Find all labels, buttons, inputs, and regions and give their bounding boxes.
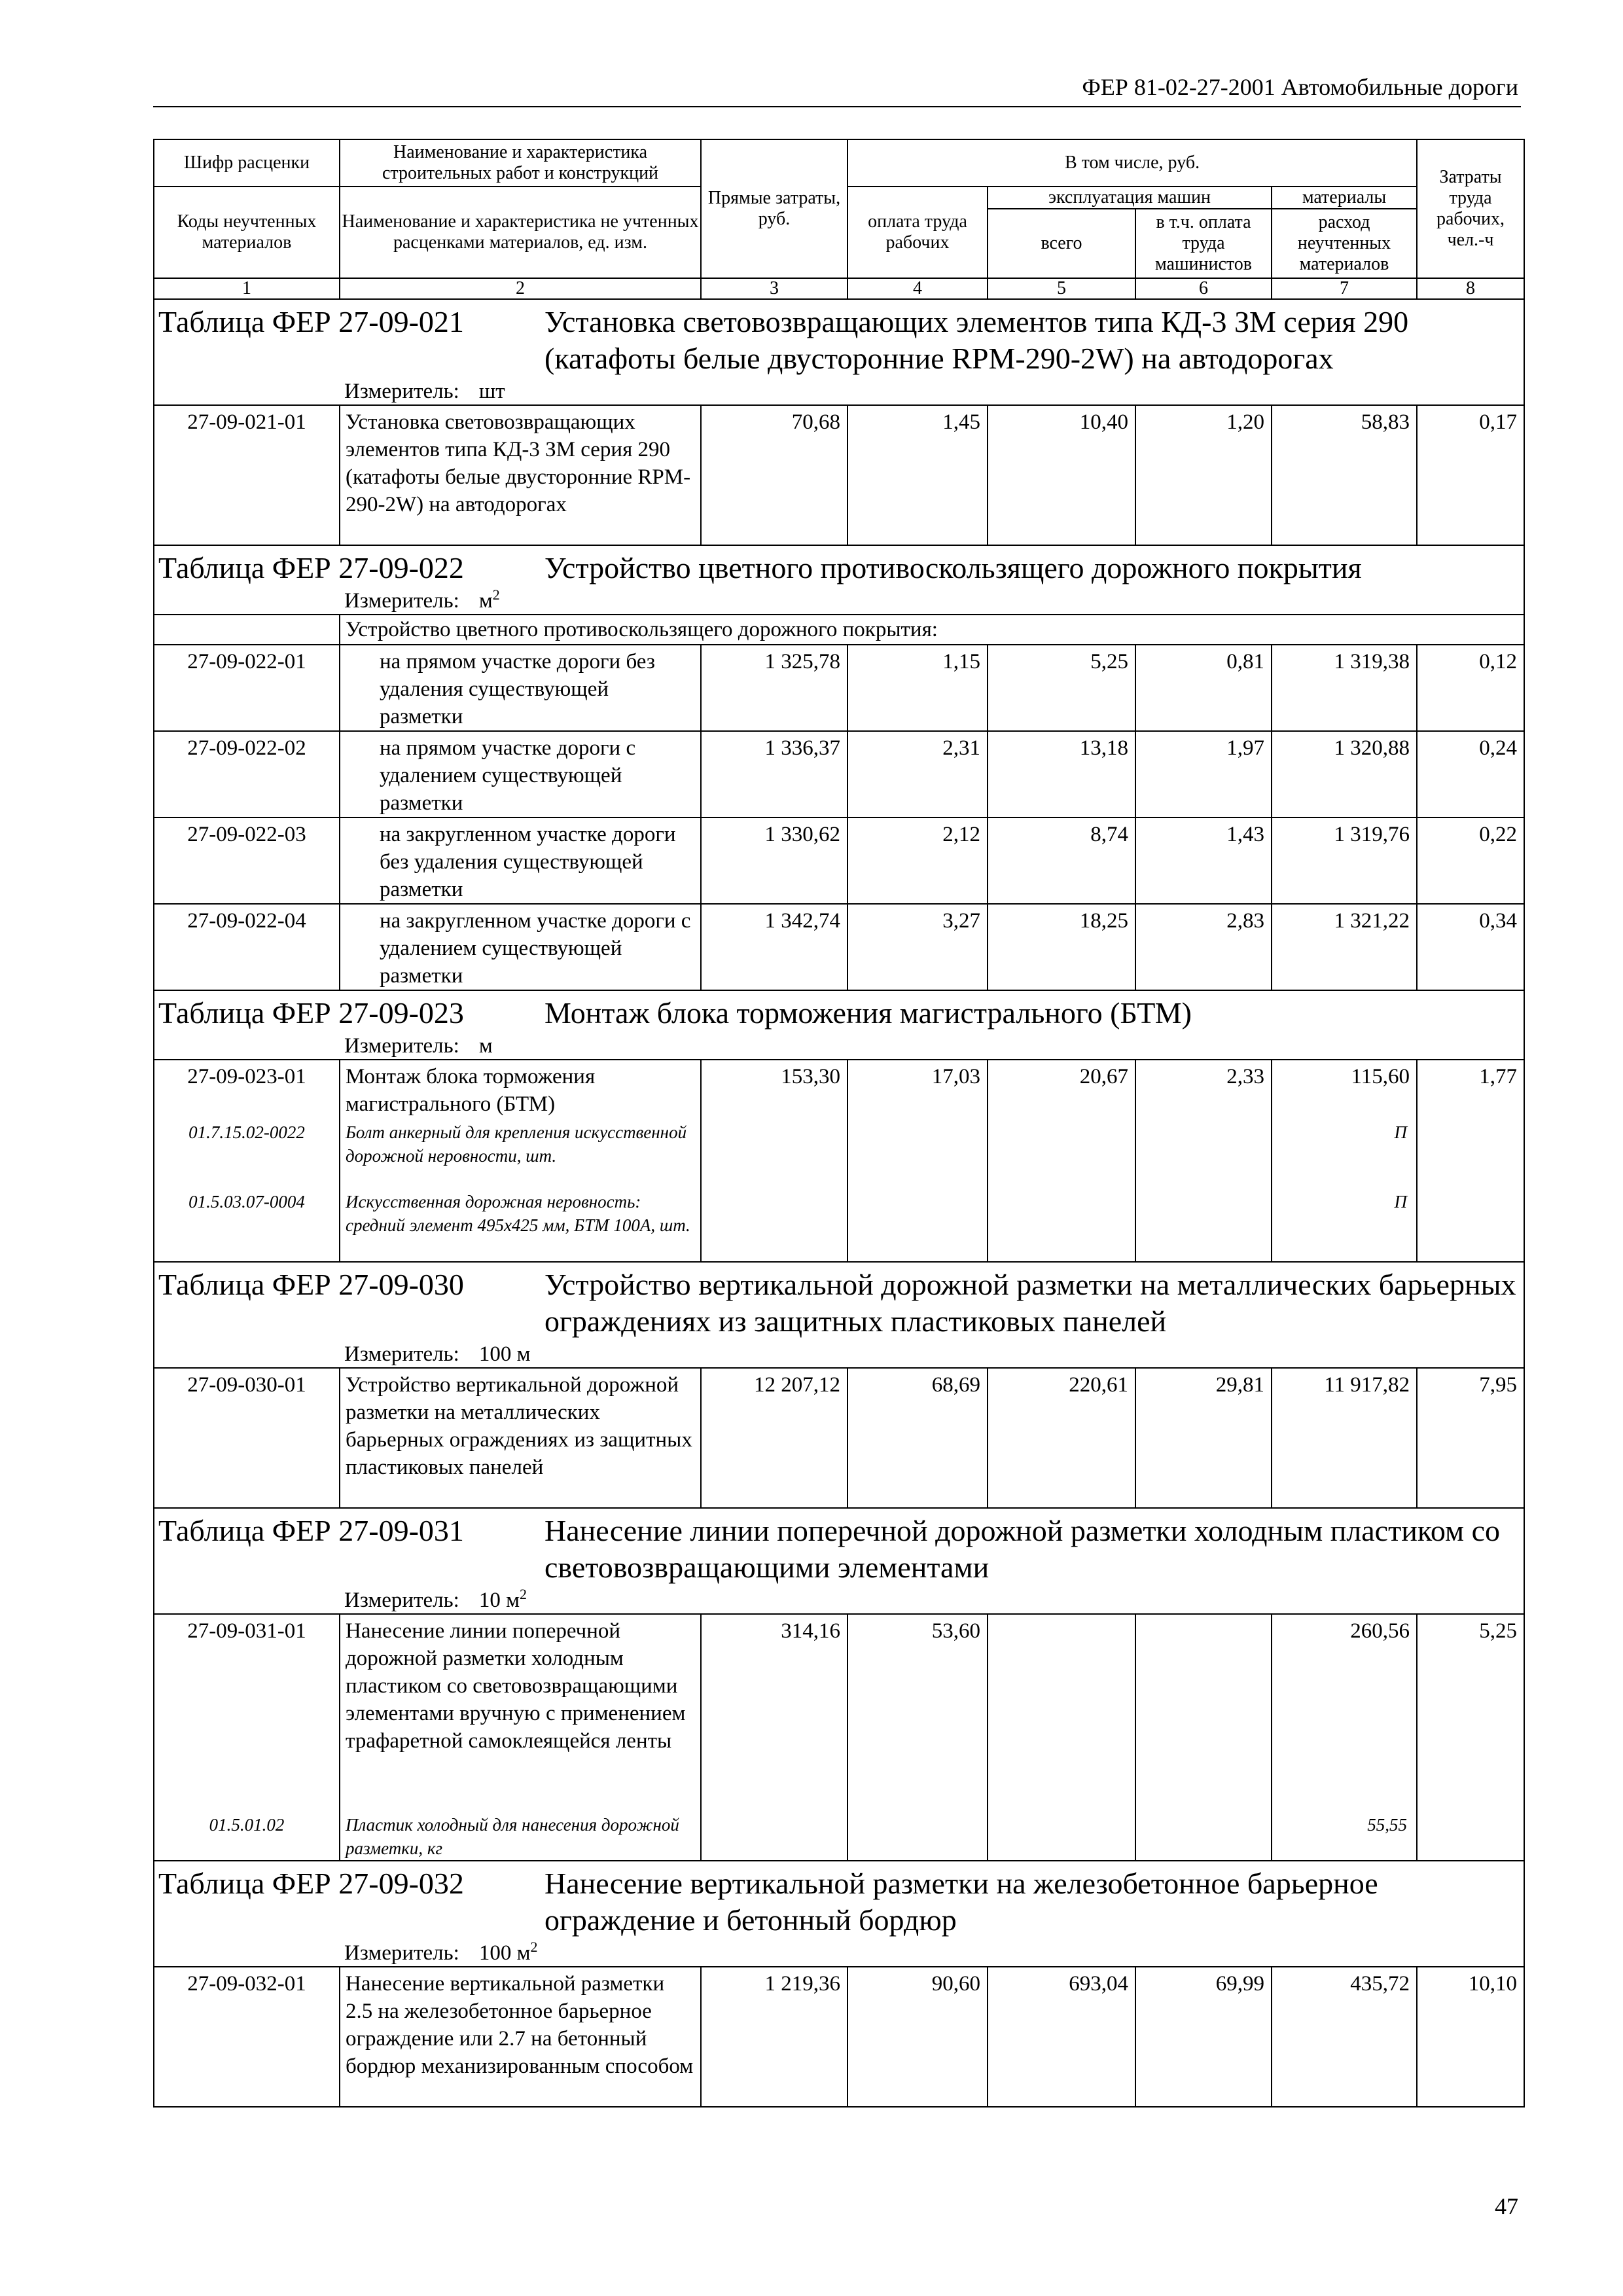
table-name: Устройство вертикальной дорожной разметки на металлических барьерных ограждениях из защитных пластиковых панелей — [544, 1268, 1516, 1338]
labor-cost: 0,24 — [1417, 731, 1524, 817]
table-row — [154, 1060, 1524, 1118]
machines-cost: 5,25 — [988, 645, 1135, 731]
rate-code: 27-09-021-01 — [154, 405, 340, 545]
measure-unit: м — [478, 1034, 493, 1058]
table-title — [154, 1262, 1524, 1341]
material-code: 01.5.01.02 — [154, 1810, 340, 1861]
table-name: Нанесение вертикальной разметки на железобетонное барьерное ограждение и бетонный бордюр — [544, 1867, 1378, 1937]
wages-cost: 1,15 — [847, 645, 988, 731]
machines-cost: 8,74 — [988, 817, 1135, 904]
material-quantity: П — [1272, 1118, 1417, 1187]
materials-cost: 1 319,38 — [1272, 645, 1417, 731]
table-title — [154, 1508, 1524, 1587]
measure-label: Измеритель: — [344, 380, 459, 403]
direct-cost: 70,68 — [701, 405, 847, 545]
rate-code: 27-09-022-03 — [154, 817, 340, 904]
machinist-cost: 2,33 — [1135, 1060, 1272, 1118]
header-rule — [153, 106, 1521, 107]
rate-code: 27-09-022-01 — [154, 645, 340, 731]
measure-unit: шт — [478, 380, 505, 403]
direct-cost: 12 207,12 — [701, 1368, 847, 1508]
measure-row — [154, 588, 1524, 615]
header-including: В том числе, руб. — [847, 139, 1417, 187]
header-name-title: Наименование и характеристика строительных работ и конструкций — [340, 139, 701, 187]
table-label: Таблица ФЕР 27-09-032 — [158, 1867, 464, 1900]
empty-cell — [988, 1810, 1135, 1861]
empty-cell — [154, 615, 340, 645]
table-label: Таблица ФЕР 27-09-023 — [158, 996, 464, 1030]
materials-cost: 58,83 — [1272, 405, 1417, 545]
table-label: Таблица ФЕР 27-09-031 — [158, 1514, 464, 1547]
empty-cell — [847, 1187, 988, 1262]
measure-label: Измеритель: — [344, 1941, 459, 1965]
material-row — [154, 1810, 1524, 1861]
wages-cost: 68,69 — [847, 1368, 988, 1508]
column-number: 7 — [1272, 278, 1417, 299]
table-name: Установка световозвращающих элементов типа КД-3 ЗМ серия 290 (катафоты белые двусторонние RPM-290-2W) на автодорогах — [544, 305, 1409, 375]
column-number: 5 — [988, 278, 1135, 299]
material-description: Искусственная дорожная неровность: средний элемент 495х425 мм, БТМ 100А, шт. — [340, 1187, 701, 1262]
materials-cost: 1 319,76 — [1272, 817, 1417, 904]
empty-cell — [701, 1187, 847, 1262]
machines-cost: 18,25 — [988, 904, 1135, 990]
direct-cost: 1 336,37 — [701, 731, 847, 817]
labor-cost: 0,34 — [1417, 904, 1524, 990]
empty-cell — [847, 1810, 988, 1861]
header-machinist-wages: в т.ч. оплата труда машинистов — [1135, 209, 1272, 278]
materials-cost: 1 320,88 — [1272, 731, 1417, 817]
machinist-cost: 1,20 — [1135, 405, 1272, 545]
machines-cost: 693,04 — [988, 1967, 1135, 2107]
column-number: 8 — [1417, 278, 1524, 299]
material-code: 01.7.15.02-0022 — [154, 1118, 340, 1187]
header-total: всего — [988, 209, 1135, 278]
table-title — [154, 545, 1524, 588]
empty-cell — [1135, 1810, 1272, 1861]
machinist-cost — [1135, 1614, 1272, 1810]
empty-cell — [1417, 1810, 1524, 1861]
labor-cost: 7,95 — [1417, 1368, 1524, 1508]
header-machines: эксплуатация машин — [988, 187, 1272, 209]
empty-cell — [701, 1118, 847, 1187]
column-number: 2 — [340, 278, 701, 299]
machines-cost: 220,61 — [988, 1368, 1135, 1508]
rate-description: Нанесение линии поперечной дорожной разметки холодным пластиком со световозвращающими элементами вручную с применением трафаретной самоклеящейся ленты — [340, 1614, 701, 1810]
rate-description: Нанесение вертикальной разметки 2.5 на железобетонное барьерное ограждение или 2.7 на бетонный бордюр механизированным способом — [340, 1967, 701, 2107]
rate-code: 27-09-023-01 — [154, 1060, 340, 1118]
header-codes-unaccounted: Коды неучтенных материалов — [154, 187, 340, 278]
material-row — [154, 1187, 1524, 1262]
table-title — [154, 1861, 1524, 1940]
measure-row — [154, 1940, 1524, 1967]
machinist-cost: 69,99 — [1135, 1967, 1272, 2107]
table-name: Нанесение линии поперечной дорожной разметки холодным пластиком со световозвращающими элементами — [544, 1514, 1500, 1584]
labor-cost: 10,10 — [1417, 1967, 1524, 2107]
machinist-cost: 1,43 — [1135, 817, 1272, 904]
direct-cost: 1 330,62 — [701, 817, 847, 904]
wages-cost: 17,03 — [847, 1060, 988, 1118]
materials-cost: 435,72 — [1272, 1967, 1417, 2107]
group-heading: Устройство цветного противоскользящего дорожного покрытия: — [340, 615, 1524, 645]
wages-cost: 53,60 — [847, 1614, 988, 1810]
measure-unit: 10 $м^2$ — [478, 1587, 527, 1612]
material-description: Болт анкерный для крепления искусственной дорожной неровности, шт. — [340, 1118, 701, 1187]
rate-code: 27-09-031-01 — [154, 1614, 340, 1810]
rate-code: 27-09-022-04 — [154, 904, 340, 990]
header-name-unaccounted: Наименование и характеристика не учтенных расценками материалов, ед. изм. — [340, 187, 701, 278]
material-quantity: 55,55 — [1272, 1810, 1417, 1861]
table-label: Таблица ФЕР 27-09-022 — [158, 551, 464, 584]
material-row — [154, 1118, 1524, 1187]
direct-cost: 1 219,36 — [701, 1967, 847, 2107]
table-name: Монтаж блока торможения магистрального (БТМ) — [544, 996, 1192, 1030]
table-row — [154, 817, 1524, 904]
rates-table — [153, 139, 1525, 2108]
machines-cost: 10,40 — [988, 405, 1135, 545]
table-row — [154, 1967, 1524, 2107]
rate-description: Устройство вертикальной дорожной разметки на металлических барьерных ограждениях из защитных пластиковых панелей — [340, 1368, 701, 1508]
empty-cell — [988, 1118, 1135, 1187]
rate-code: 27-09-030-01 — [154, 1368, 340, 1508]
wages-cost: 3,27 — [847, 904, 988, 990]
machinist-cost: 2,83 — [1135, 904, 1272, 990]
rate-description: на закругленном участке дороги без удаления существующей разметки — [340, 817, 701, 904]
material-code: 01.5.03.07-0004 — [154, 1187, 340, 1262]
machinist-cost: 29,81 — [1135, 1368, 1272, 1508]
table-title — [154, 990, 1524, 1033]
empty-cell — [988, 1187, 1135, 1262]
measure-row — [154, 378, 1524, 405]
direct-cost: 314,16 — [701, 1614, 847, 1810]
empty-cell — [1417, 1187, 1524, 1262]
table-label: Таблица ФЕР 27-09-021 — [158, 305, 464, 338]
empty-cell — [847, 1118, 988, 1187]
table-row — [154, 645, 1524, 731]
table-title — [154, 299, 1524, 378]
table-label: Таблица ФЕР 27-09-030 — [158, 1268, 464, 1301]
header-code-title: Шифр расценки — [154, 139, 340, 187]
table-row — [154, 405, 1524, 545]
materials-cost: 1 321,22 — [1272, 904, 1417, 990]
machines-cost: 20,67 — [988, 1060, 1135, 1118]
measure-label: Измеритель: — [344, 589, 459, 613]
machines-cost: 13,18 — [988, 731, 1135, 817]
labor-cost: 0,12 — [1417, 645, 1524, 731]
wages-cost: 1,45 — [847, 405, 988, 545]
measure-unit: $м^2$ — [478, 588, 500, 613]
rate-code: 27-09-032-01 — [154, 1967, 340, 2107]
measure-unit: 100 $м^2$ — [478, 1940, 538, 1965]
measure-label: Измеритель: — [344, 1034, 459, 1058]
header-direct: Прямые затраты, руб. — [701, 139, 847, 278]
measure-row — [154, 1587, 1524, 1614]
machinist-cost: 0,81 — [1135, 645, 1272, 731]
column-number: 4 — [847, 278, 988, 299]
empty-cell — [701, 1810, 847, 1861]
labor-cost: 1,77 — [1417, 1060, 1524, 1118]
table-row — [154, 1614, 1524, 1810]
rate-description: на закругленном участке дороги с удалением существующей разметки — [340, 904, 701, 990]
rate-description: на прямом участке дороги с удалением существующей разметки — [340, 731, 701, 817]
labor-cost: 0,22 — [1417, 817, 1524, 904]
material-description: Пластик холодный для нанесения дорожной разметки, кг — [340, 1810, 701, 1861]
measure-row — [154, 1033, 1524, 1060]
direct-cost: 1 325,78 — [701, 645, 847, 731]
wages-cost: 2,12 — [847, 817, 988, 904]
labor-cost: 5,25 — [1417, 1614, 1524, 1810]
table-row — [154, 1368, 1524, 1508]
materials-cost: 260,56 — [1272, 1614, 1417, 1810]
header-materials: материалы — [1272, 187, 1417, 209]
rate-description: на прямом участке дороги без удаления существующей разметки — [340, 645, 701, 731]
page-number: 47 — [1495, 2193, 1518, 2219]
header-labor: Затраты труда рабочих, чел.-ч — [1417, 139, 1524, 278]
rate-description: Установка световозвращающих элементов типа КД-3 ЗМ серия 290 (катафоты белые двусторонние RPM-290-2W) на автодорогах — [340, 405, 701, 545]
wages-cost: 90,60 — [847, 1967, 988, 2107]
empty-cell — [1417, 1118, 1524, 1187]
wages-cost: 2,31 — [847, 731, 988, 817]
table-row — [154, 904, 1524, 990]
measure-label: Измеритель: — [344, 1342, 459, 1366]
table-row — [154, 731, 1524, 817]
column-number: 3 — [701, 278, 847, 299]
header-wages: оплата труда рабочих — [847, 187, 988, 278]
column-number: 1 — [154, 278, 340, 299]
labor-cost: 0,17 — [1417, 405, 1524, 545]
measure-label: Измеритель: — [344, 1588, 459, 1612]
running-head: ФЕР 81-02-27-2001 Автомобильные дороги — [1082, 74, 1518, 100]
direct-cost: 153,30 — [701, 1060, 847, 1118]
empty-cell — [1135, 1118, 1272, 1187]
machinist-cost: 1,97 — [1135, 731, 1272, 817]
measure-row — [154, 1341, 1524, 1368]
empty-cell — [1135, 1187, 1272, 1262]
column-number: 6 — [1135, 278, 1272, 299]
materials-cost: 115,60 — [1272, 1060, 1417, 1118]
machines-cost — [988, 1614, 1135, 1810]
table-name: Устройство цветного противоскользящего дорожного покрытия — [544, 551, 1362, 584]
material-quantity: П — [1272, 1187, 1417, 1262]
measure-unit: 100 м — [478, 1342, 531, 1366]
materials-cost: 11 917,82 — [1272, 1368, 1417, 1508]
direct-cost: 1 342,74 — [701, 904, 847, 990]
rate-description: Монтаж блока торможения магистрального (БТМ) — [340, 1060, 701, 1118]
header-materials-unaccounted: расход неучтенных материалов — [1272, 209, 1417, 278]
rate-code: 27-09-022-02 — [154, 731, 340, 817]
